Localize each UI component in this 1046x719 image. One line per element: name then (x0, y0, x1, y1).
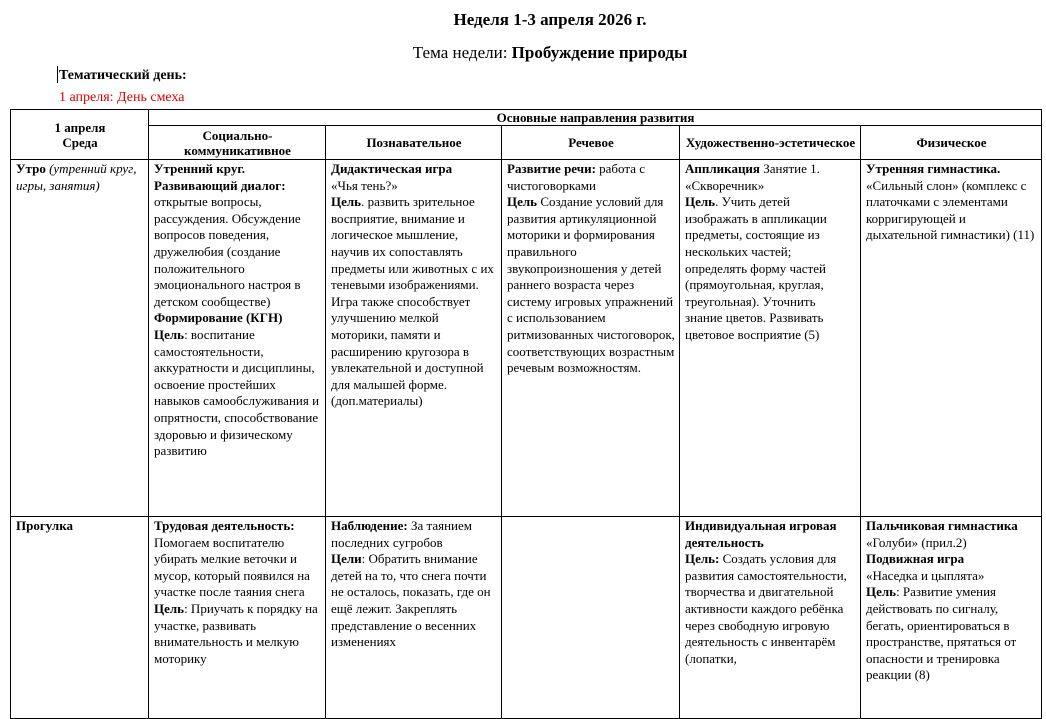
text: : Обратить внимание детей на то, что снега почти не осталось, показать, где он ещё лежит. Закреплять представление о весенних изменениях (331, 551, 491, 650)
day-header-cell (11, 110, 149, 160)
text-bold: Цель (685, 194, 716, 210)
row-label-morning (11, 160, 149, 517)
text: За таянием последних сугробов (331, 518, 472, 550)
text: «Голуби» (прил.2) (866, 534, 967, 550)
text-bold: Цель (507, 194, 538, 210)
text-bold: Цель (154, 600, 185, 616)
text: Создать условия для развития самостоятельности, творчества и двигательной активности каждого ребёнка через свободную игровую деятельность с инвентарём (лопатки, (685, 551, 847, 666)
cell-walk-cognitive (326, 517, 502, 719)
cell-morning-cognitive (326, 160, 502, 517)
text-bold: Цель (154, 326, 185, 342)
column-header-art: Художественно-эстетическое (680, 126, 861, 160)
text: Помогаем воспитателю убирать мелкие веточки и мусор, который появился на участке после таяния снега (154, 534, 310, 600)
cell-walk-speech (502, 517, 680, 719)
text-cursor (57, 66, 58, 83)
text-bold: Пальчиковая гимнастика (866, 518, 1018, 533)
table-row-morning (11, 160, 1042, 517)
column-header-social: Социально-коммуникативное (149, 126, 326, 160)
week-theme-value: Пробуждение природы (511, 43, 688, 62)
cell-morning-physical (861, 160, 1042, 517)
column-header-cognitive: Познавательное (326, 126, 502, 160)
week-theme (0, 43, 1046, 63)
text: «Чья тень?» (331, 177, 398, 193)
row-label-walk (11, 517, 149, 719)
page-title: Неделя 1-3 апреля 2026 г. (453, 10, 647, 29)
text: : Приучать к порядку на участке, развивать внимательность и мелкую моторику (154, 600, 318, 666)
cell-walk-social (149, 517, 326, 719)
text: открытые вопросы, рассуждения. Обсуждение вопросов поведения, дружелюбия (создание положительного эмоционального настроя в детском сообществе) (154, 194, 301, 309)
header-row-2 (11, 126, 1042, 160)
text-bold: Аппликация (685, 161, 760, 176)
text-bold: Индивидуальная игровая деятельность (685, 518, 837, 550)
cell-walk-art (680, 517, 861, 719)
cell-morning-speech (502, 160, 680, 517)
row-label-morning-title: Утро (16, 161, 46, 176)
text-bold: Формирование (КГН) (154, 310, 283, 326)
cell-morning-art (680, 160, 861, 517)
text-bold: Дидактическая игра (331, 161, 453, 176)
text: «Наседка и цыплята» (866, 567, 985, 583)
text-bold: Цель (866, 584, 897, 600)
column-header-physical: Физическое (861, 126, 1042, 160)
day-header-weekday: Среда (62, 134, 98, 150)
table-row-walk (11, 517, 1042, 719)
text: работа с чистоговорками (507, 161, 645, 193)
plan-table (10, 109, 1042, 719)
thematic-day-label: Тематический день: (59, 68, 187, 83)
text: : воспитание самостоятельности, аккуратности и дисциплины, освоение простейших навыков самообслуживания и опрятности, способствование здоровью и физическому развитию (154, 326, 320, 459)
text-bold: Развивающий диалог: (154, 177, 286, 193)
text: . Учить детей изображать в аппликации предметы, состоящие из нескольких частей; определять форму частей (прямоугольная, круглая, треугольная). Уточнить знание цветов. Развивать цветовое восприятие (5) (685, 194, 827, 342)
week-theme-prefix: Тема недели: (412, 43, 512, 62)
text-bold: Развитие речи: (507, 161, 596, 176)
text-bold: Подвижная игра (866, 551, 965, 567)
text: Занятие 1. «Скворечник» (685, 161, 820, 193)
thematic-day-value: 1 апреля: День смеха (59, 90, 185, 105)
text-bold: Цель: (685, 551, 720, 567)
cell-morning-social (149, 160, 326, 517)
day-header-date: 1 апреля (54, 119, 106, 135)
text: . развить зрительное восприятие, внимание и логическое мышление, научив их сопоставлять предметы или животных с их теневыми изображениями. Игра также способствует улучшению мелкой моторики, памяти и расширению кругозора в увлекательной и доступной для малышей форме. (доп.материалы) (331, 194, 494, 409)
text: : Развитие умения действовать по сигналу, бегать, ориентироваться в пространстве, прятаться от опасности и тренировка реакции (8) (866, 584, 1017, 683)
text: «Сильный слон» (комплекс с платочками с элементами корригирующей и дыхательной гимнастики) (11) (866, 177, 1035, 243)
text-bold: Цели (331, 551, 362, 567)
row-label-morning-note: (утренний круг, игры, занятия) (16, 161, 137, 193)
text: Создание условий для развития артикуляционной моторики и формирования правильного звукопроизношения у детей раннего возраста через систему игровых упражнений с использованием ритмизованных чистоговорок, соответствующих возрастным речевым возможностям. (507, 194, 675, 376)
header-row-1 (11, 110, 1042, 126)
text-bold: Наблюдение: (331, 518, 408, 533)
text-bold: Утренний круг. (154, 161, 246, 176)
text-bold: Цель (331, 194, 362, 210)
column-header-speech: Речевое (502, 126, 680, 160)
cell-walk-physical (861, 517, 1042, 719)
group-header: Основные направления развития (149, 110, 1042, 126)
row-label-walk-title: Прогулка (16, 518, 74, 533)
text-bold: Трудовая деятельность: (154, 518, 295, 533)
text-bold: Утренняя гимнастика. (866, 161, 1001, 176)
